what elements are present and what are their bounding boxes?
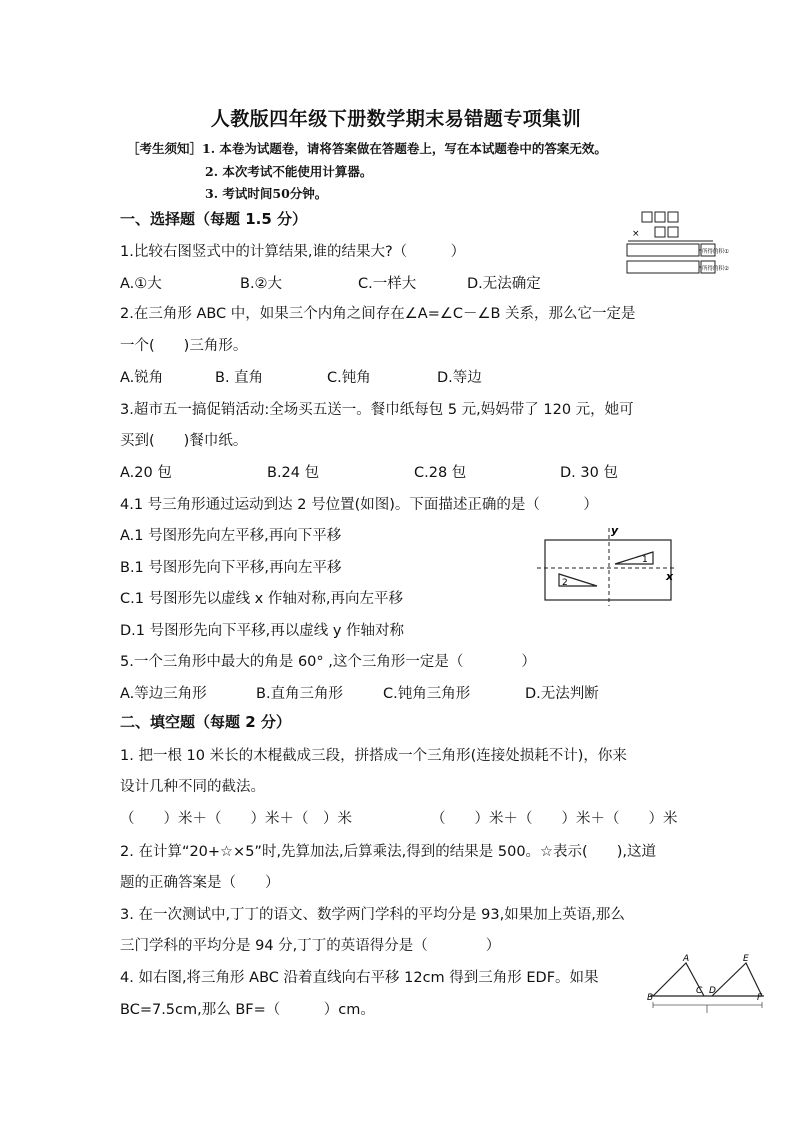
fill-q3-text-line2: 三门学科的平均分是 94 分,丁丁的英语得分是（ ） bbox=[120, 938, 501, 954]
q2-text-line2: 一个( )三角形。 bbox=[120, 338, 248, 354]
q4-option-d: D.1 号图形先向下平移,再以虚线 y 作轴对称 bbox=[120, 623, 405, 639]
fill-q2-text-line2: 题的正确答案是（ ） bbox=[120, 875, 280, 891]
q1-option-b: B.②大 bbox=[240, 276, 283, 292]
q2-text-line1: 2.在三角形 ABC 中，如果三个内角之间存在∠A=∠C－∠B 关系，那么它一定是 bbox=[120, 306, 636, 322]
fill-q1-text-line1: 1. 把一根 10 米长的木棍截成三段，拼搭成一个三角形(连接处损耗不计)，你来 bbox=[120, 748, 627, 764]
notice-line-2: 2. 本次考试不能使用计算器。 bbox=[205, 164, 373, 179]
fill-q3-text-line1: 3. 在一次测试中,丁丁的语文、数学两门学科的平均分是 93,如果加上英语,那么 bbox=[120, 907, 625, 923]
page-title: 人教版四年级下册数学期末易错题专项集训 bbox=[210, 108, 582, 130]
q4-option-b: B.1 号图形先向下平移,再向左平移 bbox=[120, 560, 342, 576]
x-axis-label: x bbox=[666, 570, 674, 583]
point-e-label: E bbox=[743, 954, 749, 964]
product-label-2: 所得的积② bbox=[702, 266, 729, 272]
triangle-2-label: 2 bbox=[562, 578, 568, 588]
triangle-1-label: 1 bbox=[642, 555, 648, 565]
q2-option-a: A.锐角 bbox=[120, 370, 164, 386]
q4-option-c: C.1 号图形先以虚线 x 作轴对称,再向左平移 bbox=[120, 591, 403, 607]
section1-heading: 一、选择题（每题 1.5 分） bbox=[120, 210, 308, 228]
q3-option-a: A.20 包 bbox=[120, 465, 172, 481]
notice-line-3: 3. 考试时间50分钟。 bbox=[205, 186, 328, 201]
point-c-label: C bbox=[696, 986, 703, 996]
translation-triangles-figure bbox=[646, 950, 768, 1018]
q5-option-a: A.等边三角形 bbox=[120, 686, 207, 702]
point-a-label: A bbox=[683, 954, 690, 964]
point-f-label: F bbox=[757, 993, 763, 1003]
q3-option-b: B.24 包 bbox=[267, 465, 320, 481]
q3-option-d: D. 30 包 bbox=[560, 465, 618, 481]
q5-option-b: B.直角三角形 bbox=[256, 686, 344, 702]
fill-q4-text-line2: BC=7.5cm,那么 BF=（ ）cm。 bbox=[120, 1002, 375, 1018]
point-d-label: D bbox=[709, 986, 716, 996]
q2-option-b: B. 直角 bbox=[215, 370, 264, 386]
q1-option-a: A.①大 bbox=[120, 276, 162, 292]
q5-text: 5.一个三角形中最大的角是 60° ,这个三角形一定是（ ） bbox=[120, 654, 536, 670]
q5-option-d: D.无法判断 bbox=[525, 686, 599, 702]
section2-heading: 二、填空题（每题 2 分） bbox=[120, 713, 291, 731]
times-sign: × bbox=[632, 229, 640, 239]
q3-text-line2: 买到( )餐巾纸。 bbox=[120, 433, 248, 449]
notice-line-1: ［考生须知］1. 本卷为试题卷，请将答案做在答题卷上，写在本试题卷中的答案无效。 bbox=[127, 141, 607, 156]
fill-q1-blanks-left: （ ）米＋（ ）米＋（ ）米 bbox=[120, 811, 352, 827]
q1-text: 1.比较右图竖式中的计算结果,谁的结果大?（ ） bbox=[120, 244, 466, 260]
product-label-1: 所得的积① bbox=[702, 249, 729, 255]
q3-option-c: C.28 包 bbox=[414, 465, 467, 481]
q4-text: 4.1 号三角形通过运动到达 2 号位置(如图)。下面描述正确的是（ ） bbox=[120, 497, 598, 513]
q4-option-a: A.1 号图形先向左平移,再向下平移 bbox=[120, 528, 342, 544]
q4-coordinate-figure bbox=[535, 524, 685, 608]
y-axis-label: y bbox=[611, 524, 619, 537]
fill-q4-text-line1: 4. 如右图,将三角形 ABC 沿着直线向右平移 12cm 得到三角形 EDF。如果 bbox=[120, 970, 599, 986]
q1-multiplication-figure bbox=[625, 210, 729, 276]
fill-q2-text-line1: 2. 在计算“20+☆×5”时,先算加法,后算乘法,得到的结果是 500。☆表示( ),这道 bbox=[120, 844, 656, 860]
q1-option-d: D.无法确定 bbox=[467, 276, 541, 292]
fill-q1-text-line2: 设计几种不同的截法。 bbox=[120, 779, 265, 795]
point-b-label: B bbox=[647, 993, 654, 1003]
q2-option-c: C.钝角 bbox=[327, 370, 371, 386]
q2-option-d: D.等边 bbox=[437, 370, 482, 386]
fill-q1-blanks-right: （ ）米＋（ ）米＋（ ）米 bbox=[431, 811, 678, 827]
q5-option-c: C.钝角三角形 bbox=[383, 686, 471, 702]
triangle-edf bbox=[712, 963, 762, 996]
q1-option-c: C.一样大 bbox=[358, 276, 417, 292]
q3-text-line1: 3.超市五一搞促销活动:全场买五送一。餐巾纸每包 5 元,妈妈带了 120 元，她可 bbox=[120, 402, 634, 418]
